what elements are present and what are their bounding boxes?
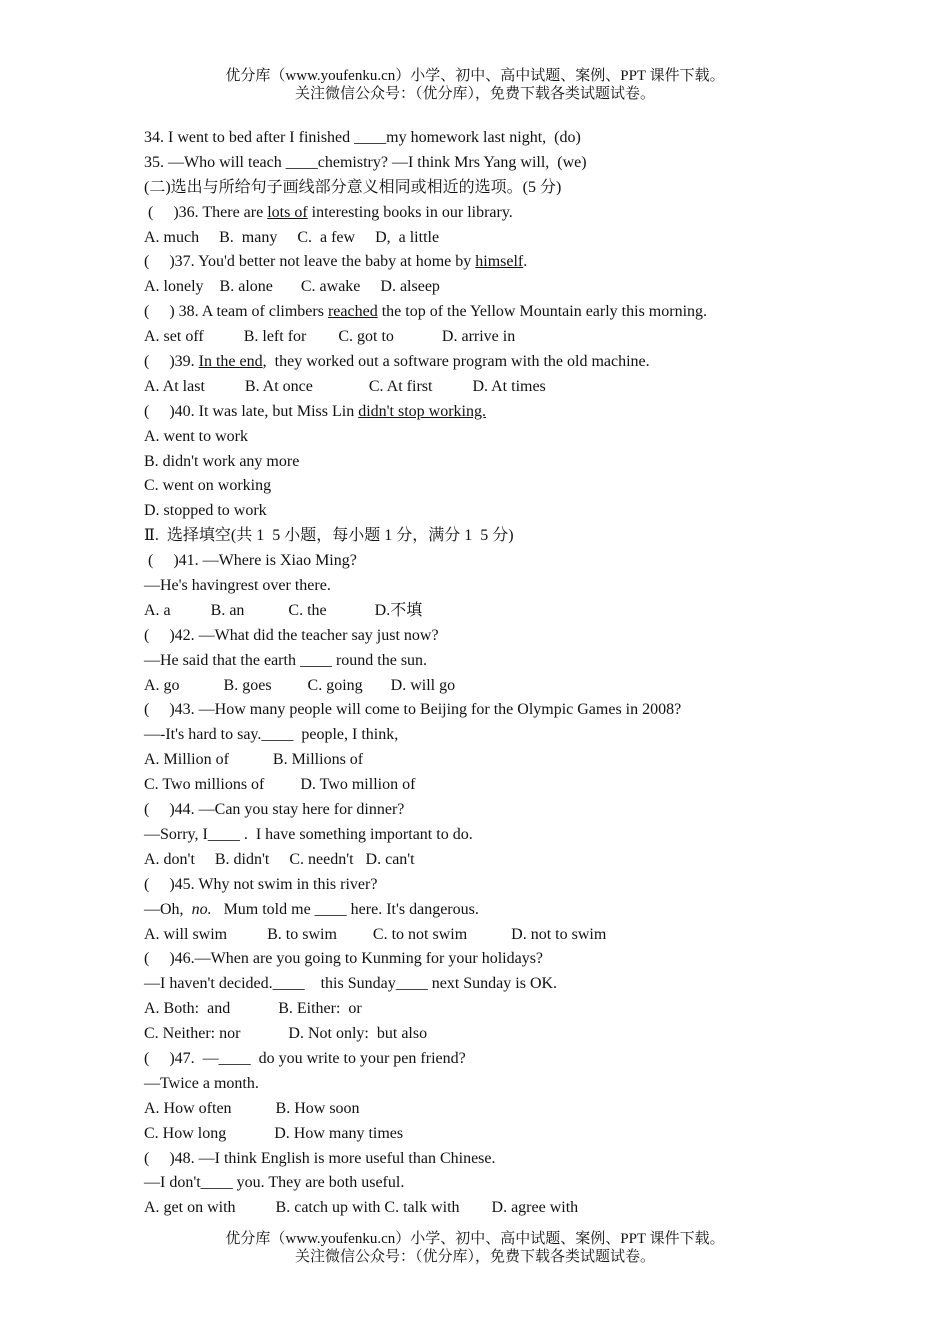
question-36 bbox=[144, 201, 864, 226]
question-45-reply-italic: no. bbox=[191, 900, 212, 918]
question-40-option-c: C. went on working bbox=[144, 477, 272, 495]
question-46-reply: —I haven't decided.____ this Sunday____ next Sunday is OK. bbox=[144, 975, 558, 993]
footer-line-2: 关注微信公众号：（优分库），免费下载各类试题试卷。 bbox=[294, 1249, 655, 1265]
question-39-options: A. At last B. At once C. At first D. At times bbox=[144, 377, 546, 395]
question-47-options-cd: C. How long D. How many times bbox=[144, 1124, 404, 1142]
question-38-text-a: ( ) 38. A team of climbers bbox=[144, 303, 328, 321]
question-46: ( )46.—When are you going to Kunming for your holidays? bbox=[144, 950, 544, 968]
question-39-text-b: , they worked out a software program with the old machine. bbox=[262, 353, 650, 371]
question-45-reply-a: —Oh, bbox=[144, 900, 192, 918]
question-41-options: A. a B. an C. the D.不填 bbox=[144, 601, 423, 619]
question-36-text-a: ( )36. There are bbox=[144, 203, 268, 221]
page-header bbox=[0, 67, 950, 103]
question-47: ( )47. —____ do you write to your pen friend? bbox=[144, 1049, 466, 1067]
question-48: ( )48. —I think English is more useful than Chinese. bbox=[144, 1149, 496, 1167]
question-45-options: A. will swim B. to swim C. to not swim D. not to swim bbox=[144, 925, 607, 943]
question-45-reply-b: Mum told me ____ here. It's dangerous. bbox=[211, 900, 479, 918]
page-footer bbox=[0, 1230, 950, 1266]
question-40-option-b: B. didn't work any more bbox=[144, 452, 300, 470]
question-46-options-ab: A. Both: and B. Either: or bbox=[144, 1000, 362, 1018]
footer-line-1: 优分库（www.youfenku.cn）小学、初中、高中试题、案例、PPT 课件下载。 bbox=[225, 1231, 725, 1247]
question-43-options-cd: C. Two millions of D. Two million of bbox=[144, 776, 416, 794]
question-40 bbox=[144, 400, 864, 425]
question-42: ( )42. —What did the teacher say just now? bbox=[144, 626, 439, 644]
question-48-options: A. get on with B. catch up with C. talk with D. agree with bbox=[144, 1199, 579, 1217]
question-36-underlined: lots of bbox=[267, 203, 308, 221]
question-37-options: A. lonely B. alone C. awake D. alseep bbox=[144, 278, 440, 296]
question-42-options: A. go B. goes C. going D. will go bbox=[144, 676, 456, 694]
question-39-underlined: In the end bbox=[198, 353, 263, 371]
question-47-options-ab: A. How often B. How soon bbox=[144, 1099, 360, 1117]
question-37-text-b: . bbox=[523, 253, 528, 271]
question-34: 34. I went to bed after I finished ____my homework last night, (do) bbox=[144, 129, 581, 146]
question-40-option-a: A. went to work bbox=[144, 427, 248, 445]
section-2-heading: (二)选出与所给句子画线部分意义相同或相近的选项。(5 分) bbox=[144, 178, 562, 196]
question-40-text-a: ( )40. It was late, but Miss Lin bbox=[144, 402, 359, 420]
question-39-text-a: ( )39. bbox=[144, 353, 199, 371]
question-37-text-a: ( )37. You'd better not leave the baby at home by bbox=[144, 253, 476, 271]
question-45: ( )45. Why not swim in this river? bbox=[144, 875, 378, 893]
question-43-options-ab: A. Million of B. Millions of bbox=[144, 751, 364, 769]
question-43-reply: —-It's hard to say.____ people, I think, bbox=[144, 726, 399, 744]
question-38-options: A. set off B. left for C. got to D. arrive in bbox=[144, 328, 516, 346]
question-39 bbox=[144, 350, 864, 375]
question-37-underlined: himself bbox=[475, 253, 524, 271]
question-38-text-b: the top of the Yellow Mountain early this morning. bbox=[377, 303, 708, 321]
question-38 bbox=[144, 300, 864, 325]
header-line-1: 优分库（www.youfenku.cn）小学、初中、高中试题、案例、PPT 课件下载。 bbox=[225, 68, 725, 84]
header-line-2: 关注微信公众号：（优分库），免费下载各类试题试卷。 bbox=[294, 86, 655, 102]
question-44: ( )44. —Can you stay here for dinner? bbox=[144, 801, 405, 819]
question-42-reply: —He said that the earth ____ round the sun. bbox=[144, 651, 428, 669]
question-37 bbox=[144, 250, 864, 275]
section-II-heading: Ⅱ. 选择填空(共 1 5 小题，每小题 1 分，满分 1 5 分) bbox=[144, 527, 514, 545]
question-41-reply: —He's havingrest over there. bbox=[144, 577, 331, 595]
exam-content bbox=[144, 126, 864, 1221]
question-43: ( )43. —How many people will come to Beijing for the Olympic Games in 2008? bbox=[144, 701, 682, 719]
question-35: 35. —Who will teach ____chemistry? —I think Mrs Yang will, (we) bbox=[144, 153, 587, 171]
question-36-options: A. much B. many C. a few D, a little bbox=[144, 228, 440, 246]
question-44-reply: —Sorry, I____ . I have something important to do. bbox=[144, 825, 473, 843]
question-44-options: A. don't B. didn't C. needn't D. can't bbox=[144, 850, 415, 868]
question-46-options-cd: C. Neither: nor D. Not only: but also bbox=[144, 1025, 428, 1043]
question-48-reply: —I don't____ you. They are both useful. bbox=[144, 1174, 405, 1192]
question-45-reply bbox=[144, 898, 864, 923]
question-40-underlined: didn't stop working. bbox=[358, 402, 486, 420]
question-36-text-b: interesting books in our library. bbox=[307, 203, 513, 221]
question-41: ( )41. —Where is Xiao Ming? bbox=[144, 552, 357, 570]
question-47-reply: —Twice a month. bbox=[144, 1074, 259, 1092]
question-38-underlined: reached bbox=[327, 303, 378, 321]
question-40-option-d: D. stopped to work bbox=[144, 502, 267, 520]
